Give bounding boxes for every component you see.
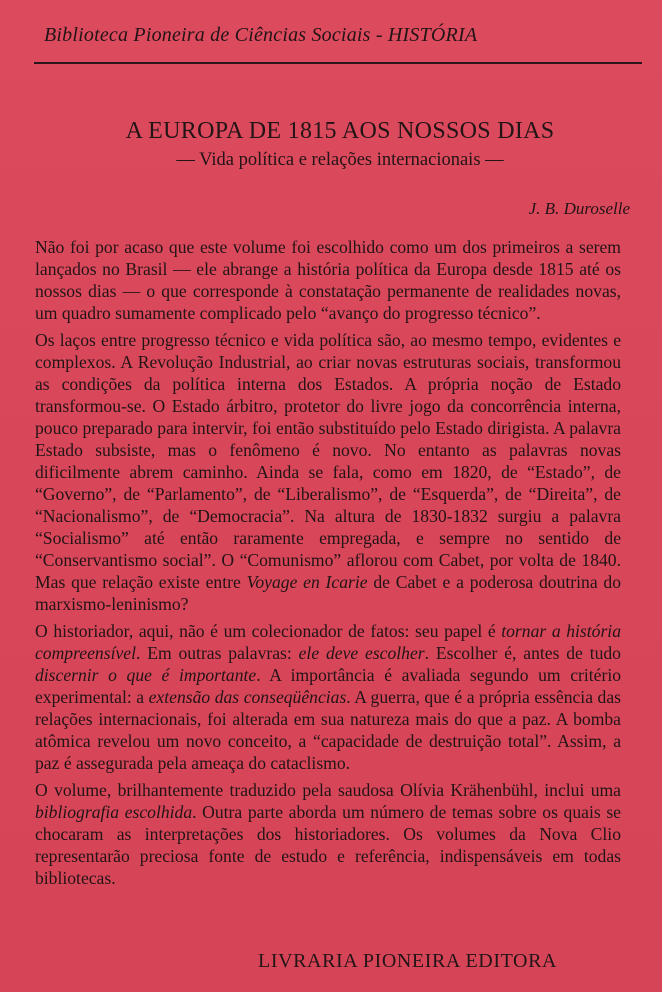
book-author: J. B. Duroselle xyxy=(528,199,630,218)
paragraph-emphasis: tornar a história compreensível xyxy=(35,621,621,663)
publisher-name: LIVRARIA PIONEIRA EDITORA xyxy=(258,950,558,972)
paragraph-emphasis: extensão das conseqüências xyxy=(148,687,347,707)
paragraph-text: . Escolher é, antes de tudo xyxy=(424,643,621,663)
book-subtitle: — Vida política e relações internacionais — xyxy=(176,150,504,170)
paragraph-text: . Outra parte aborda um número de temas sobre os quais se chocaram as interpretações dos historiadores. Os volumes da Nova Clio representarão preciosa fonte de estudo e referência, indispensáveis em todas bibliotecas. xyxy=(35,802,621,888)
paragraph-emphasis: bibliografia escolhida xyxy=(35,802,193,822)
paragraph-text: Os laços entre progresso técnico e vida política são, ao mesmo tempo, evidentes e complexos. A Revolução Industrial, ao criar novas estruturas sociais, transformou as condições da política interna dos Estados. A própria noção de Estado transformou-se. O Estado árbitro, protetor do livre jogo da concorrência interna, pouco preparado para intervir, foi então substituído pelo Estado dirigista. A palavra Estado subsiste, mas o fenômeno é novo. No entanto as palavras novas dificilmente abrem caminho. Ainda se fala, como em 1820, de “Estado”, de “Governo”, de “Parlamento”, de “Liberalismo”, de “Esquerda”, de “Direita”, de “Nacionalismo”, de “Democracia”. Na altura de 1830-1832 surgiu a palavra “Socialismo” até então raramente empregada, e sempre no sentido de “Conservantismo social”. O “Comunismo” aflorou com Cabet, por volta de 1840. Mas que relação existe entre xyxy=(35,330,621,592)
paragraph-text: de Cabet e a poderosa doutrina do marxismo-leninismo? xyxy=(35,572,621,614)
paragraph-emphasis: discernir o que é importante xyxy=(35,665,257,685)
paragraph-text: O historiador, aqui, não é um colecionador de fatos: seu papel é xyxy=(35,621,502,641)
paragraph-emphasis: ele deve escolher xyxy=(298,643,425,663)
paragraph-text: . A importância é avaliada segundo um critério experimental: a xyxy=(35,665,622,707)
blurb-paragraph-1 xyxy=(35,236,621,324)
paragraph-emphasis: Voyage en Icarie xyxy=(246,572,368,592)
blurb-paragraph-3 xyxy=(35,620,621,774)
blurb-paragraph-2 xyxy=(35,329,621,615)
book-title: A EUROPA DE 1815 AOS NOSSOS DIAS xyxy=(125,118,555,144)
blurb-paragraph-4 xyxy=(35,779,621,889)
paragraph-text: O volume, brilhantemente traduzido pela saudosa Olívia Krähenbühl, inclui uma xyxy=(35,780,621,800)
paragraph-text: . A guerra, que é a própria essência das relações internacionais, foi alterada em sua natureza mais do que a paz. A bomba atômica revelou um novo conceito, a “capacidade de destruição total”. Assim, a paz é assegurada pela ameaça do cataclismo. xyxy=(35,687,621,773)
series-header: Biblioteca Pioneira de Ciências Sociais - HISTÓRIA xyxy=(44,24,478,46)
paragraph-text: Não foi por acaso que este volume foi escolhido como um dos primeiros a serem lançados no Brasil — ele abrange a história política da Europa desde 1815 até os nossos dias — o que corresponde à constatação permanente de realidades novas, um quadro sumamente complicado pelo “avanço do progresso técnico”. xyxy=(35,237,621,323)
header-rule xyxy=(34,62,642,64)
blurb-text xyxy=(35,236,621,894)
paragraph-text: . Em outras palavras: xyxy=(135,643,299,663)
